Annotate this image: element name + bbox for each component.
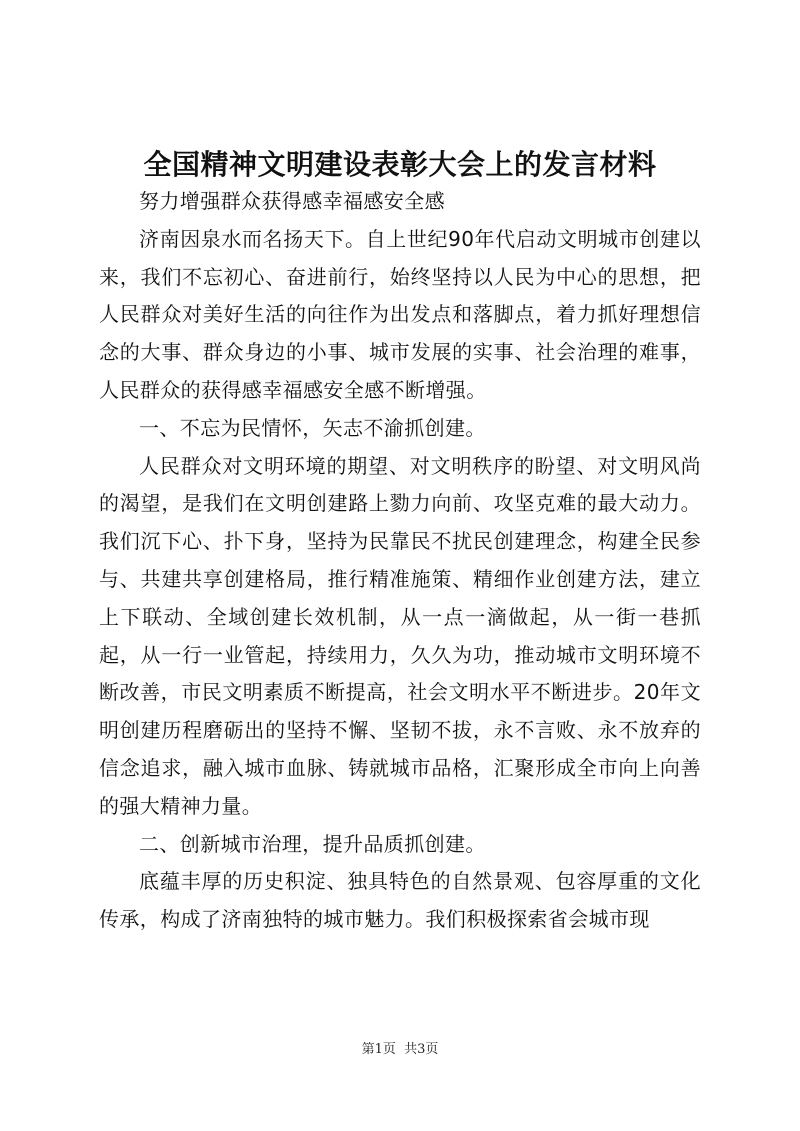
page-footer [0,1040,800,1060]
section-1-paragraph: 人民群众对文明环境的期望、对文明秩序的盼望、对文明风尚的渴望，是我们在文明创建路上勠力向前、攻坚克难的最大动力。我们沉下心、扑下身，坚持为民靠民不扰民创建理念，构建全民参与、共建共享创建格局，推行精准施策、精细作业创建方法，建立上下联动、全域创建长效机制，从一点一滴做起，从一街一巷抓起，从一行一业管起，持续用力，久久为功，推动城市文明环境不断改善，市民文明素质不断提高，社会文明水平不断进步。20年文明创建历程磨砺出的坚持不懈、坚韧不拔，永不言败、永不放弃的信念追求，融入城市血脉、铸就城市品格，汇聚形成全市向上向善的强大精神力量。 [99,453,701,818]
document-body [99,183,701,939]
page-number-label: 第1页 共3页 [361,1042,439,1057]
subtitle-paragraph: 努力增强群众获得感幸福感安全感 [139,189,445,213]
section-heading-1: 一、不忘为民情怀，矢志不渝抓创建。 [139,415,486,440]
section-heading-2: 二、创新城市治理，提升品质抓创建。 [139,831,486,856]
section-2-paragraph: 底蕴丰厚的历史积淀、独具特色的自然景观、包容厚重的文化传承，构成了济南独特的城市魅力。我们积极探索省会城市现 [99,869,701,932]
intro-paragraph: 济南因泉水而名扬天下。自上世纪90年代启动文明城市创建以来，我们不忘初心、奋进前行，始终坚持以人民为中心的思想，把人民群众对美好生活的向往作为出发点和落脚点，着力抓好理想信念的大事、群众身边的小事、城市发展的实事、社会治理的难事，人民群众的获得感幸福感安全感不断增强。 [99,226,701,402]
document-title: 全国精神文明建设表彰大会上的发言材料 [143,148,657,181]
